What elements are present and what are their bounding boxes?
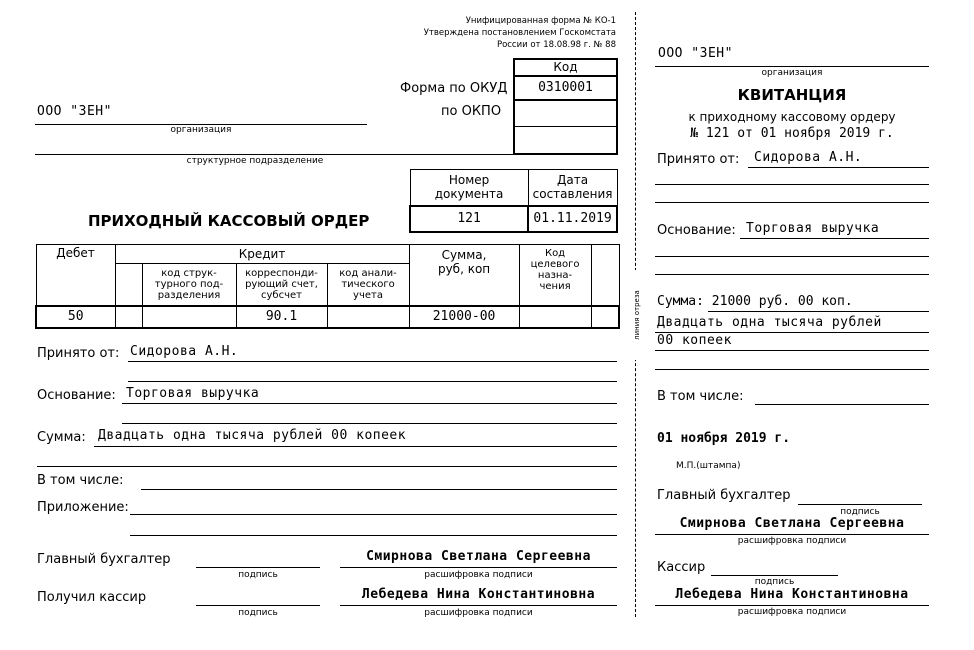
receipt-chief-label: Главный бухгалтер <box>657 488 791 503</box>
cashier-label: Получил кассир <box>37 590 147 605</box>
col-sum: Сумма, руб, коп <box>409 245 519 306</box>
okud-value: 0310001 <box>538 80 593 95</box>
form-line-3: России от 18.08.98 г. № 88 <box>496 40 616 50</box>
form-reference <box>380 15 616 51</box>
receipt-org-caption: организация <box>761 68 823 78</box>
receipt-sum-line: Сумма: 21000 руб. 00 коп. <box>657 294 853 309</box>
receipt-title: КВИТАНЦИЯ <box>737 86 847 104</box>
org-name: ООО "ЗЕН" <box>37 104 112 119</box>
doc-number-box <box>409 169 618 233</box>
chief-decode-caption: расшифровка подписи <box>424 570 533 580</box>
form-line-2: Утверждена постановлением Госкомстата <box>423 28 616 38</box>
receipt-chief-name: Смирнова Светлана Сергеевна <box>679 516 905 531</box>
receipt-basis-value: Торговая выручка <box>746 221 880 236</box>
receipt-cashier-name: Лебедева Нина Константиновна <box>675 587 909 602</box>
receipt-received-label: Принято от: <box>657 152 740 167</box>
received-value: Сидорова А.Н. <box>130 344 239 359</box>
doc-date-header: Дата составления <box>528 170 617 206</box>
receipt-chief-sign-caption: подпись <box>840 507 880 517</box>
receipt-cashier-decode-caption: расшифровка подписи <box>737 607 847 617</box>
org-caption: организация <box>170 125 232 135</box>
cashier-decode-caption: расшифровка подписи <box>424 608 533 618</box>
basis-label: Основание: <box>37 388 116 403</box>
accounting-table <box>35 244 618 329</box>
code-header: Код <box>553 60 578 74</box>
dept-caption: структурное подразделение <box>186 156 324 166</box>
attach-label: Приложение: <box>37 500 129 515</box>
received-label: Принято от: <box>37 346 120 361</box>
cashier-sign-caption: подпись <box>238 608 278 618</box>
receipt-number-line: № 121 от 01 ноября 2019 г. <box>690 126 894 141</box>
receipt-incl-label: В том числе: <box>657 389 744 404</box>
receipt-cashier-sign-caption: подпись <box>754 577 795 587</box>
form-line-1: Унифицированная форма № КО-1 <box>465 16 616 26</box>
receipt-stamp: М.П.(штампа) <box>676 461 741 471</box>
cashier-name: Лебедева Нина Константиновна <box>361 587 596 602</box>
sum-label: Сумма: <box>37 430 86 445</box>
receipt-org-name: ООО "ЗЕН" <box>658 46 733 61</box>
col-debet: Дебет <box>36 245 115 306</box>
doc-number-header: Номер документа <box>410 170 528 206</box>
col-target: Код целевого назна-чения <box>519 245 591 306</box>
sum-value: Двадцать одна тысяча рублей 00 копеек <box>98 428 407 443</box>
col-kredit: Кредит <box>115 245 409 264</box>
doc-number: 121 <box>410 206 528 233</box>
receipt-received-value: Сидорова А.Н. <box>754 150 863 165</box>
receipt-sum-words-1: Двадцать одна тысяча рублей <box>657 315 882 330</box>
row-sum: 21000-00 <box>409 306 519 328</box>
receipt-cashier-label: Кассир <box>657 560 706 575</box>
chief-label: Главный бухгалтер <box>37 552 171 567</box>
col-corr: корреспонди-рующий счет, субсчет <box>236 264 327 306</box>
cut-line-label: линия отреза <box>633 270 641 360</box>
okpo-label: по ОКПО <box>441 104 502 119</box>
receipt-sum-words-2: 00 копеек <box>657 333 732 348</box>
row-corr: 90.1 <box>236 306 327 328</box>
receipt-subtitle: к приходному кассовому ордеру <box>688 110 896 124</box>
col-struct: код струк-турного под-разделения <box>142 264 236 306</box>
col-analit: код анали-тического учета <box>327 264 409 306</box>
basis-value: Торговая выручка <box>126 386 260 401</box>
chief-sign-caption: подпись <box>238 570 278 580</box>
incl-label: В том числе: <box>37 473 124 488</box>
row-debet: 50 <box>36 306 115 328</box>
doc-date: 01.11.2019 <box>528 206 617 233</box>
okud-label: Форма по ОКУД <box>400 81 508 96</box>
receipt-basis-label: Основание: <box>657 223 736 238</box>
receipt-date-line: 01 ноября 2019 г. <box>657 431 791 446</box>
doc-title: ПРИХОДНЫЙ КАССОВЫЙ ОРДЕР <box>88 212 370 230</box>
receipt-chief-decode-caption: расшифровка подписи <box>737 536 847 546</box>
chief-name: Смирнова Светлана Сергеевна <box>366 549 591 564</box>
